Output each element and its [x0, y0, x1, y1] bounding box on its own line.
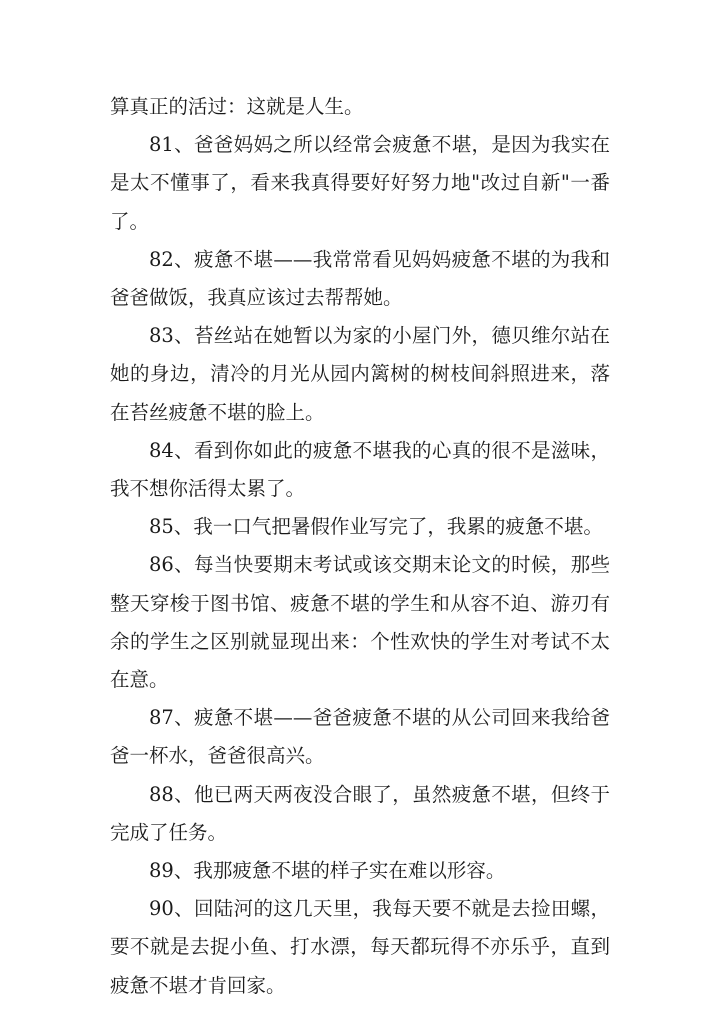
paragraph-85: 85、我一口气把暑假作业写完了，我累的疲惫不堪。 [149, 515, 603, 539]
paragraph-89: 89、我那疲惫不堪的样子实在难以形容。 [149, 859, 506, 883]
paragraph-84: 84、看到你如此的疲惫不堪我的心真的很不是滋味，我不想你活得太累了。 [110, 438, 610, 501]
paragraph-88: 88、他已两天两夜没合眼了，虽然疲惫不堪，但终于完成了任务。 [110, 782, 610, 844]
document-page [110, 88, 610, 1005]
paragraph-81: 81、爸爸妈妈之所以经常会疲惫不堪，是因为我实在是太不懂事了，看来我真得要好好努力地"改过自新"一番了。 [110, 133, 610, 233]
paragraph-continuation: 算真正的活过：这就是人生。 [110, 95, 364, 118]
paragraph-86: 86、每当快要期末考试或该交期末论文的时候，那些整天穿梭于图书馆、疲惫不堪的学生和从容不迫、游刃有余的学生之区别就显现出来：个性欢快的学生对考试不太在意。 [110, 553, 610, 692]
paragraph-90: 90、回陆河的这几天里，我每天要不就是去捡田螺，要不就是去捉小鱼、打水漂，每天都玩得不亦乐乎，直到疲惫不堪才肯回家。 [110, 897, 610, 997]
paragraph-83: 83、苔丝站在她暂以为家的小屋门外，德贝维尔站在她的身边，清冷的月光从园内篱树的树枝间斜照进来，落在苔丝疲惫不堪的脸上。 [110, 324, 610, 424]
paragraph-82: 82、疲惫不堪——我常常看见妈妈疲惫不堪的为我和爸爸做饭，我真应该过去帮帮她。 [110, 247, 610, 310]
paragraph-87: 87、疲惫不堪——爸爸疲惫不堪的从公司回来我给爸爸一杯水，爸爸很高兴。 [110, 706, 610, 768]
